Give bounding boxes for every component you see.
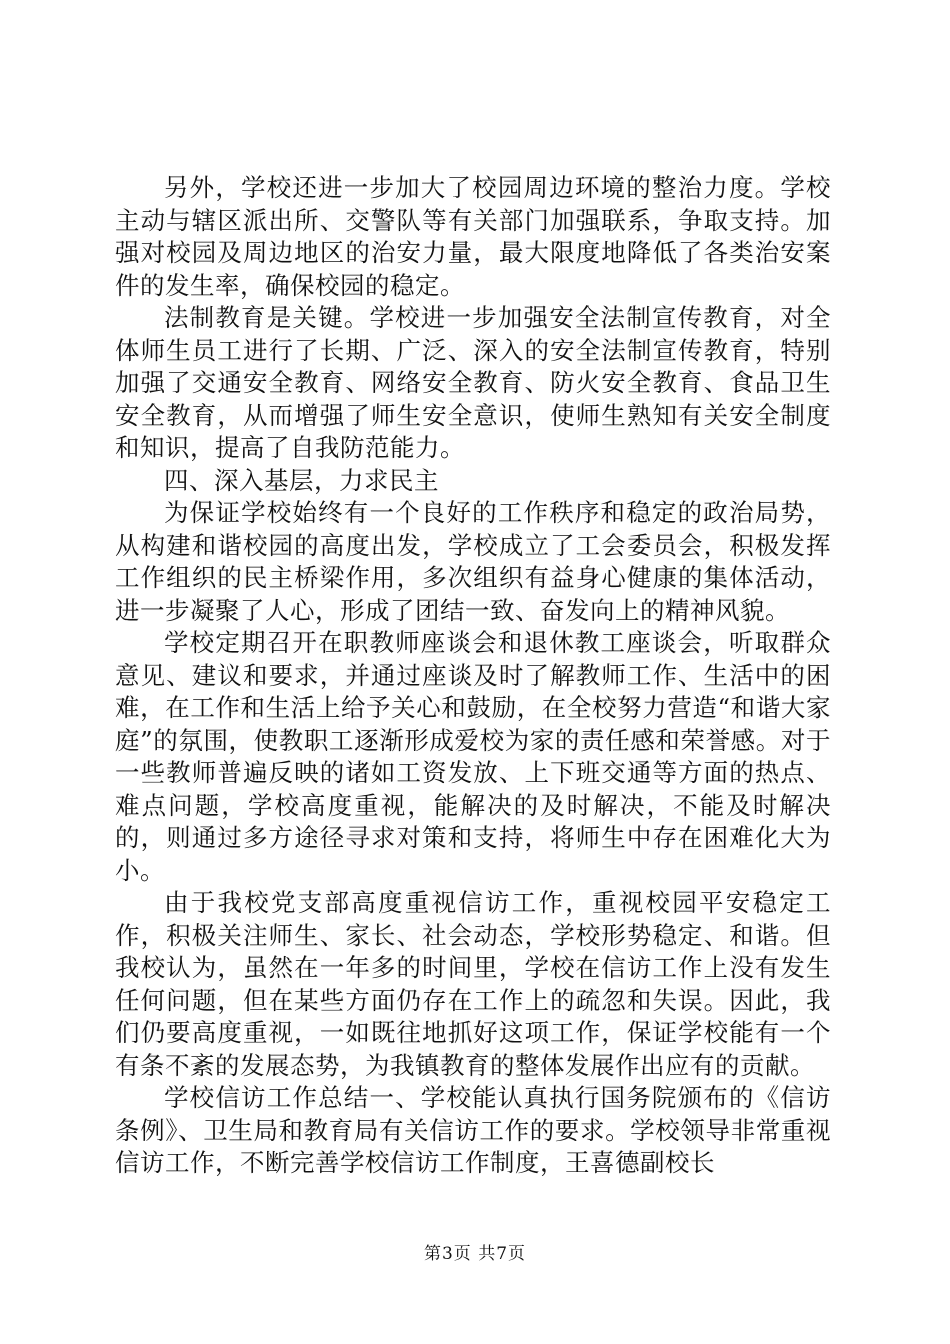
section-heading: 四、深入基层，力求民主 — [164, 465, 439, 495]
paragraph-legal-education: 法制教育是关键。学校进一步加强安全法制宣传教育，对全体师生员工进行了长期、广泛、深入的安全法制宣传教育，特别加强了交通安全教育、网络安全教育、防火安全教育、食品卫生安全教育，从而增强了师生安全意识，使师生熟知有关安全制度和知识，提高了自我防范能力。 — [115, 303, 831, 462]
paragraph-forums: 学校定期召开在职教师座谈会和退休教工座谈会，听取群众意见、建议和要求，并通过座谈及时了解教师工作、生活中的困难，在工作和生活上给予关心和鼓励，在全校努力营造“和谐大家庭”的氛围，使教职工逐渐形成爱校为家的责任感和荣誉感。对于一些教师普遍反映的诸如工资发放、上下班交通等方面的热点、难点问题，学校高度重视，能解决的及时解决，不能及时解决的，则通过多方途径寻求对策和支持，将师生中存在困难化大为小。 — [115, 628, 831, 885]
paragraph-environment: 另外，学校还进一步加大了校园周边环境的整治力度。学校主动与辖区派出所、交警队等有关部门加强联系，争取支持。加强对校园及周边地区的治安力量，最大限度地降低了各类治安案件的发生率，确保校园的稳定。 — [115, 173, 831, 300]
document-body — [115, 172, 831, 1180]
page-footer: 第3页 共7页 — [423, 1244, 527, 1264]
paragraph-union: 为保证学校始终有一个良好的工作秩序和稳定的政治局势，从构建和谐校园的高度出发，学校成立了工会委员会，积极发挥工作组织的民主桥梁作用，多次组织有益身心健康的集体活动，进一步凝聚了人心，形成了团结一致、奋发向上的精神风貌。 — [115, 498, 831, 625]
paragraph-summary: 学校信访工作总结一、学校能认真执行国务院颁布的《信访条例》、卫生局和教育局有关信访工作的要求。学校领导非常重视信访工作，不断完善学校信访工作制度，王喜德副校长 — [115, 1083, 831, 1177]
paragraph-petition-work: 由于我校党支部高度重视信访工作，重视校园平安稳定工作，积极关注师生、家长、社会动态，学校形势稳定、和谐。但我校认为，虽然在一年多的时间里，学校在信访工作上没有发生任何问题，但在某些方面仍存在工作上的疏忽和失误。因此，我们仍要高度重视，一如既往地抓好这项工作，保证学校能有一个有条不紊的发展态势，为我镇教育的整体发展作出应有的贡献。 — [115, 888, 831, 1080]
